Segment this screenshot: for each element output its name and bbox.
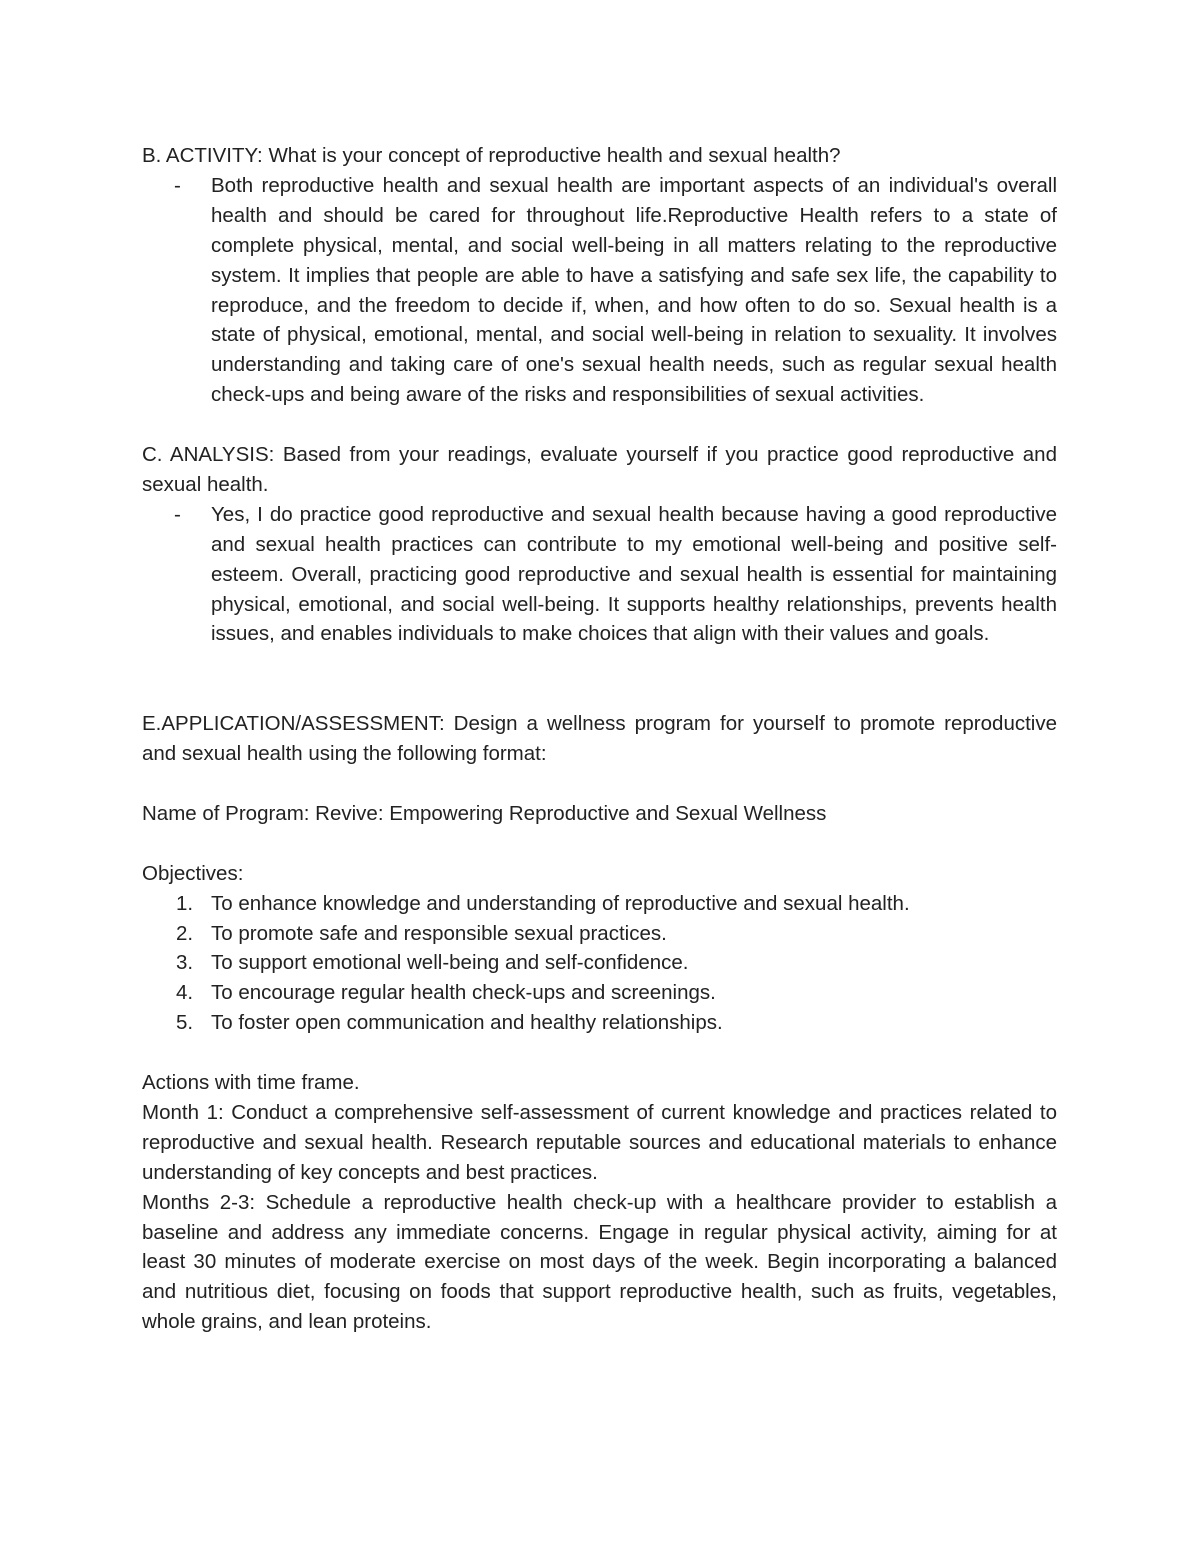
list-number: 5. (176, 1011, 194, 1035)
list-item (142, 500, 1057, 650)
analysis-answer: Yes, I do practice good reproductive and sexual health because having a good reproductive and sexual health practices can contribute to my emotional well-being and positive self-esteem. Overall, practicing good reproductive and sexual health is essential for maintaining physical, emotional, and social well-being. It supports healthy relationships, prevents health issues, and enables individuals to make choices that align with their values and goals. (211, 502, 1057, 646)
analysis-heading: C. ANALYSIS: Based from your readings, evaluate yourself if you practice good reproductive and sexual health. (142, 443, 1057, 496)
list-number: 2. (176, 921, 194, 945)
list-item (142, 948, 1057, 978)
objectives-label: Objectives: (142, 861, 244, 885)
months-2-3-action: Months 2-3: Schedule a reproductive health check-up with a healthcare provider to establish a baseline and address any immediate concerns. Engage in regular physical activity, aiming for at least 30 minutes of moderate exercise on most days of the week. Begin incorporating a balanced and nutritious diet, focusing on foods that support reproductive health, such as fruits, vegetables, whole grains, and lean proteins. (142, 1190, 1057, 1334)
activity-heading: B. ACTIVITY: What is your concept of reproductive health and sexual health? (142, 144, 841, 167)
list-item (142, 889, 1057, 919)
objective-text: To promote safe and responsible sexual practices. (211, 921, 667, 945)
month-1-action: Month 1: Conduct a comprehensive self-assessment of current knowledge and practices related to reproductive and sexual health. Research reputable sources and educational materials to enhance understanding of key concepts and best practices. (142, 1100, 1057, 1184)
activity-answer-list (142, 171, 1057, 410)
list-item (142, 171, 1057, 410)
objective-text: To enhance knowledge and understanding of reproductive and sexual health. (211, 891, 910, 915)
analysis-answer-list (142, 500, 1057, 650)
program-name: Name of Program: Revive: Empowering Reproductive and Sexual Wellness (142, 801, 827, 825)
objective-text: To support emotional well-being and self-confidence. (211, 951, 689, 975)
objective-text: To foster open communication and healthy relationships. (211, 1011, 723, 1035)
list-number: 4. (176, 981, 194, 1005)
dash-bullet: - (174, 502, 181, 526)
list-item (142, 1008, 1057, 1038)
application-heading: E.APPLICATION/ASSESSMENT: Design a wellness program for yourself to promote reproductive and sexual health using the following format: (142, 712, 1057, 766)
document-page (142, 141, 1057, 1337)
list-item (142, 919, 1057, 949)
objectives-list (142, 889, 1057, 1039)
activity-answer: Both reproductive health and sexual health are important aspects of an individual's overall health and should be cared for throughout life.Reproductive Health refers to a state of complete physical, mental, and social well-being in all matters relating to the reproductive system. It implies that people are able to have a satisfying and safe sex life, the capability to reproduce, and the freedom to decide if, when, and how often to do so. Sexual health is a state of physical, emotional, mental, and social well-being in relation to sexuality. It involves understanding and taking care of one's sexual health needs, such as regular sexual health check-ups and being aware of the risks and responsibilities of sexual activities. (211, 173, 1057, 407)
list-item (142, 978, 1057, 1008)
list-number: 3. (176, 951, 194, 975)
actions-label: Actions with time frame. (142, 1071, 360, 1095)
list-number: 1. (176, 891, 194, 915)
objective-text: To encourage regular health check-ups and screenings. (211, 981, 716, 1005)
dash-bullet: - (174, 173, 181, 197)
